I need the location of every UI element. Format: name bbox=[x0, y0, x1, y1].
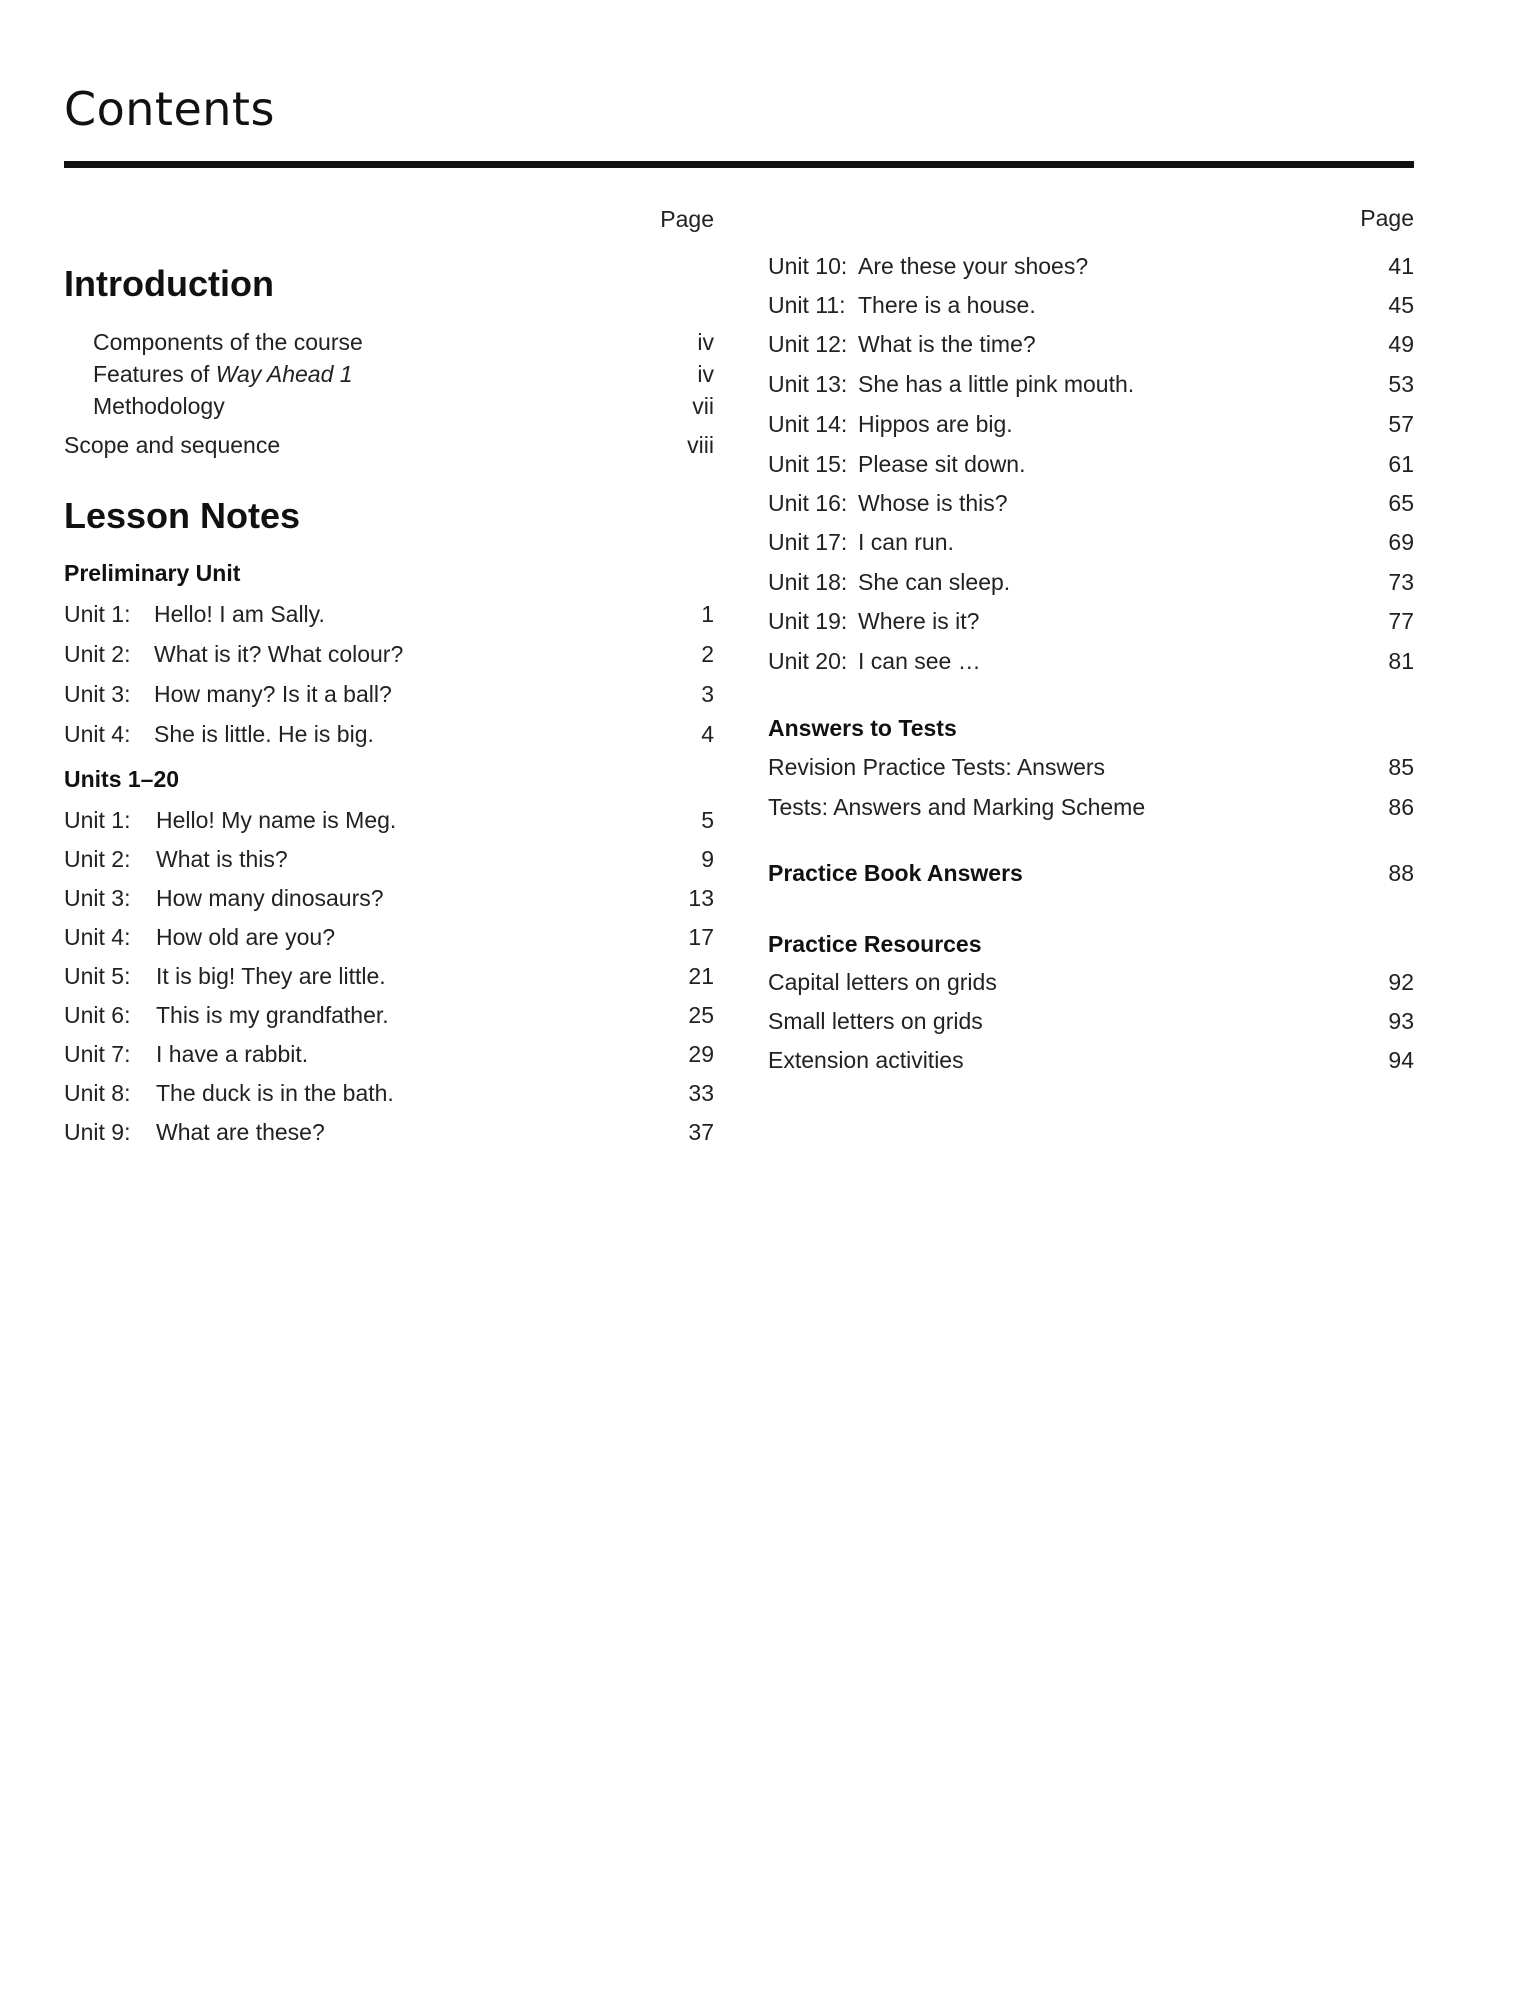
entry-page: 37 bbox=[688, 1119, 714, 1145]
toc-entry[interactable] bbox=[768, 1044, 1414, 1076]
entry-page: 9 bbox=[701, 846, 714, 872]
toc-entry[interactable] bbox=[64, 999, 714, 1031]
entry-unit: Unit 7: bbox=[64, 1041, 131, 1067]
units-1-20-heading: Units 1–20 bbox=[64, 766, 180, 792]
entry-title: There is a house. bbox=[858, 292, 1036, 318]
entry-unit: Unit 20: bbox=[768, 648, 848, 674]
entry-title: Methodology bbox=[93, 393, 225, 419]
entry-page: 86 bbox=[1388, 794, 1414, 820]
practice-resources-heading: Practice Resources bbox=[768, 931, 982, 957]
entry-title: She is little. He is big. bbox=[154, 721, 374, 747]
entry-page: viii bbox=[687, 432, 714, 458]
entry-title bbox=[93, 358, 353, 390]
entry-page: 3 bbox=[701, 681, 714, 707]
toc-entry[interactable] bbox=[768, 408, 1414, 440]
toc-entry[interactable] bbox=[64, 390, 714, 422]
lesson-notes-heading: Lesson Notes bbox=[64, 495, 301, 536]
entry-unit: Unit 6: bbox=[64, 1002, 131, 1028]
entry-title: Whose is this? bbox=[858, 490, 1008, 516]
entry-title: Tests: Answers and Marking Scheme bbox=[768, 794, 1146, 820]
toc-entry[interactable] bbox=[64, 718, 714, 750]
toc-entry[interactable] bbox=[64, 678, 714, 710]
entry-unit: Unit 9: bbox=[64, 1119, 131, 1145]
toc-entry[interactable] bbox=[768, 645, 1414, 677]
entry-page: iv bbox=[697, 361, 714, 387]
entry-page: 1 bbox=[701, 601, 714, 627]
entry-page: 4 bbox=[701, 721, 714, 747]
toc-entry[interactable] bbox=[64, 326, 714, 358]
title-rule bbox=[64, 161, 1414, 168]
entry-page: 25 bbox=[688, 1002, 714, 1028]
toc-entry[interactable] bbox=[64, 1116, 714, 1148]
toc-entry[interactable] bbox=[768, 250, 1414, 282]
entry-unit: Unit 11: bbox=[768, 292, 846, 318]
practice-book-answers-heading: Practice Book Answers bbox=[768, 860, 1023, 886]
toc-entry[interactable] bbox=[64, 638, 714, 670]
entry-unit: Unit 2: bbox=[64, 846, 131, 872]
toc-entry[interactable] bbox=[64, 882, 714, 914]
entry-page: vii bbox=[692, 393, 714, 419]
entry-title: She can sleep. bbox=[858, 569, 1011, 595]
toc-entry[interactable] bbox=[768, 751, 1414, 783]
entry-title: Small letters on grids bbox=[768, 1008, 983, 1034]
entry-page: 5 bbox=[701, 807, 714, 833]
entry-title: I have a rabbit. bbox=[156, 1041, 309, 1067]
toc-entry[interactable] bbox=[64, 1038, 714, 1070]
entry-unit: Unit 3: bbox=[64, 885, 131, 911]
answers-to-tests-heading: Answers to Tests bbox=[768, 715, 957, 741]
entry-page: 92 bbox=[1388, 969, 1414, 995]
entry-title: Please sit down. bbox=[858, 451, 1026, 477]
toc-entry[interactable] bbox=[64, 429, 714, 461]
toc-entry[interactable] bbox=[768, 1005, 1414, 1037]
entry-title: Extension activities bbox=[768, 1047, 964, 1073]
entry-unit: Unit 8: bbox=[64, 1080, 131, 1106]
entry-title: I can see … bbox=[858, 648, 981, 674]
entry-unit: Unit 15: bbox=[768, 451, 848, 477]
toc-entry[interactable] bbox=[768, 857, 1414, 889]
entry-page: 21 bbox=[688, 963, 714, 989]
page-title: Contents bbox=[64, 82, 275, 136]
entry-unit: Unit 3: bbox=[64, 681, 131, 707]
entry-unit: Unit 4: bbox=[64, 721, 131, 747]
toc-entry[interactable] bbox=[768, 526, 1414, 558]
entry-unit: Unit 10: bbox=[768, 253, 848, 279]
entry-title-prefix: Features of bbox=[93, 361, 216, 387]
entry-title: Components of the course bbox=[93, 329, 363, 355]
entry-title: Revision Practice Tests: Answers bbox=[768, 754, 1106, 780]
entry-title: She has a little pink mouth. bbox=[858, 371, 1135, 397]
entry-title: Are these your shoes? bbox=[858, 253, 1089, 279]
entry-page: 17 bbox=[688, 924, 714, 950]
entry-page: 65 bbox=[1388, 490, 1414, 516]
entry-unit: Unit 2: bbox=[64, 641, 131, 667]
toc-entry[interactable] bbox=[64, 921, 714, 953]
entry-page: 94 bbox=[1388, 1047, 1414, 1073]
entry-title: The duck is in the bath. bbox=[156, 1080, 394, 1106]
toc-entry[interactable] bbox=[64, 960, 714, 992]
entry-unit: Unit 14: bbox=[768, 411, 848, 437]
entry-title: Hello! I am Sally. bbox=[154, 601, 325, 627]
entry-title: Scope and sequence bbox=[64, 432, 281, 458]
toc-entry[interactable] bbox=[64, 1077, 714, 1109]
entry-page: 88 bbox=[1388, 860, 1414, 886]
entry-title: Hippos are big. bbox=[858, 411, 1013, 437]
toc-entry[interactable] bbox=[64, 598, 714, 630]
entry-title: Capital letters on grids bbox=[768, 969, 997, 995]
toc-entry[interactable] bbox=[64, 358, 714, 390]
toc-entry[interactable] bbox=[768, 966, 1414, 998]
entry-title: How many dinosaurs? bbox=[156, 885, 384, 911]
entry-title: This is my grandfather. bbox=[156, 1002, 389, 1028]
entry-unit: Unit 5: bbox=[64, 963, 131, 989]
toc-entry[interactable] bbox=[768, 328, 1414, 360]
entry-page: 53 bbox=[1388, 371, 1414, 397]
entry-page: 57 bbox=[1388, 411, 1414, 437]
entry-page: 33 bbox=[688, 1080, 714, 1106]
entry-page: 41 bbox=[1388, 253, 1414, 279]
page-column-label: Page bbox=[660, 206, 714, 232]
entry-page: 77 bbox=[1388, 608, 1414, 634]
entry-unit: Unit 1: bbox=[64, 807, 131, 833]
entry-unit: Unit 13: bbox=[768, 371, 848, 397]
toc-entry[interactable] bbox=[768, 566, 1414, 598]
toc-entry[interactable] bbox=[768, 791, 1414, 823]
toc-entry[interactable] bbox=[64, 843, 714, 875]
entry-page: 49 bbox=[1388, 331, 1414, 357]
entry-title: How many? Is it a ball? bbox=[154, 681, 392, 707]
entry-unit: Unit 16: bbox=[768, 490, 848, 516]
introduction-heading: Introduction bbox=[64, 263, 274, 304]
entry-page: 73 bbox=[1388, 569, 1414, 595]
entry-title: Hello! My name is Meg. bbox=[156, 807, 397, 833]
entry-page: 69 bbox=[1388, 529, 1414, 555]
entry-page: 45 bbox=[1388, 292, 1414, 318]
entry-title: What is this? bbox=[156, 846, 288, 872]
page-column-label: Page bbox=[1360, 205, 1414, 231]
entry-unit: Unit 17: bbox=[768, 529, 848, 555]
entry-page: 85 bbox=[1388, 754, 1414, 780]
entry-page: 93 bbox=[1388, 1008, 1414, 1034]
entry-title-italic: Way Ahead 1 bbox=[215, 361, 353, 387]
entry-unit: Unit 4: bbox=[64, 924, 131, 950]
toc-entry[interactable] bbox=[768, 368, 1414, 400]
entry-title: What is the time? bbox=[858, 331, 1036, 357]
entry-page: 81 bbox=[1388, 648, 1414, 674]
entry-unit: Unit 19: bbox=[768, 608, 848, 634]
entry-title: What are these? bbox=[156, 1119, 325, 1145]
entry-unit: Unit 12: bbox=[768, 331, 848, 357]
entry-page: iv bbox=[697, 329, 714, 355]
entry-title: Where is it? bbox=[858, 608, 980, 634]
entry-title: I can run. bbox=[858, 529, 954, 555]
entry-page: 2 bbox=[701, 641, 714, 667]
entry-unit: Unit 18: bbox=[768, 569, 848, 595]
entry-page: 29 bbox=[688, 1041, 714, 1067]
entry-page: 61 bbox=[1388, 451, 1414, 477]
entry-unit: Unit 1: bbox=[64, 601, 131, 627]
entry-title: It is big! They are little. bbox=[156, 963, 386, 989]
toc-entry[interactable] bbox=[768, 605, 1414, 637]
entry-title: How old are you? bbox=[156, 924, 335, 950]
toc-entry[interactable] bbox=[64, 804, 714, 836]
entry-page: 13 bbox=[688, 885, 714, 911]
toc-entry[interactable] bbox=[768, 289, 1414, 321]
toc-entry[interactable] bbox=[768, 448, 1414, 480]
preliminary-unit-heading: Preliminary Unit bbox=[64, 560, 241, 586]
toc-entry[interactable] bbox=[768, 487, 1414, 519]
entry-title: What is it? What colour? bbox=[154, 641, 404, 667]
